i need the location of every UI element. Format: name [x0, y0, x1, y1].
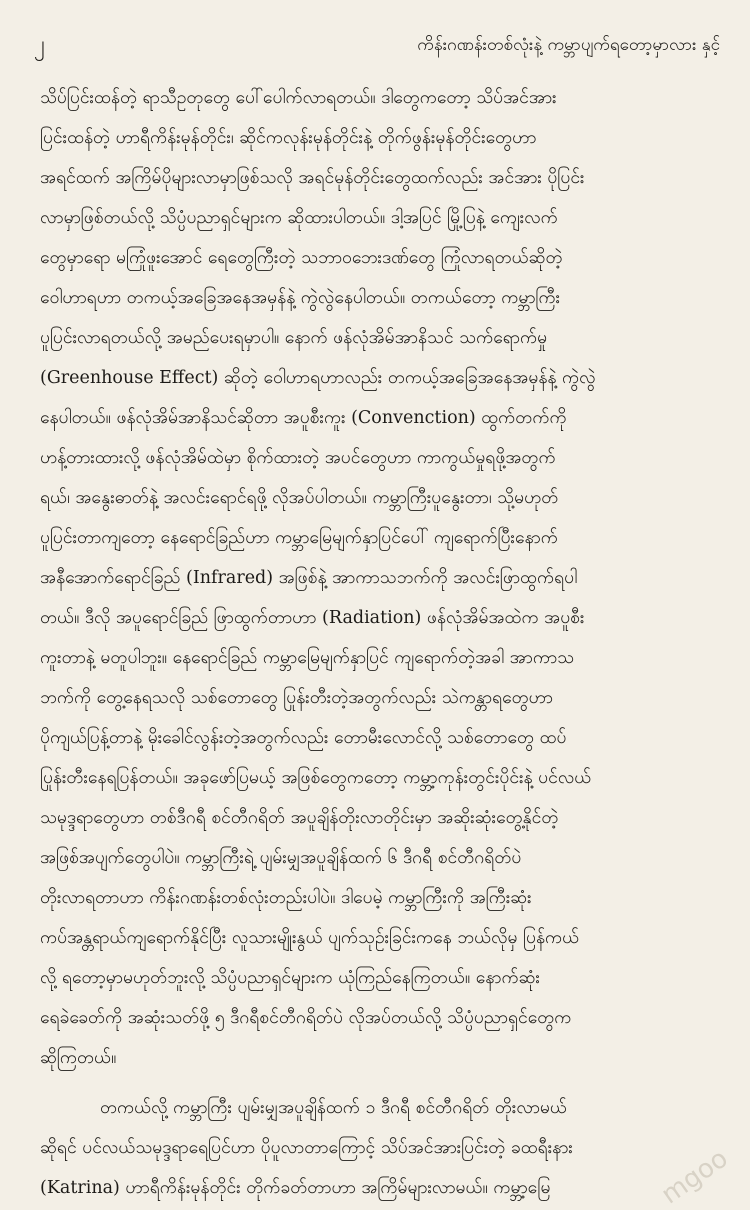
text-line: ပြုန်းတီးနေရပြန်တယ်။ အခုဖော်ပြမယ့် အဖြစ်တွေကတော့ ကမ္ဘာ့ကုန်းတွင်းပိုင်းနဲ့ ပင်လယ်	[40, 768, 592, 788]
text-line: ဟန့်တားထားလို့ ဖန်လုံအိမ်ထဲမှာ စိုက်ထားတဲ့ အပင်တွေဟာ ကာကွယ်မှုရဖို့အတွက်	[40, 448, 556, 468]
text-line: ကူးတာနဲ့ မတူပါဘူး။ နေရောင်ခြည် ကမ္ဘာမြေမျက်နှာပြင် ကျရောက်တဲ့အခါ အာကာသ	[40, 648, 575, 668]
text-line: နေပါတယ်။ ဖန်လုံအိမ်အာနိသင်ဆိုတာ အပူစီးကူး (Convenction) ထွက်တက်ကို	[40, 408, 567, 428]
page-header	[0, 0, 750, 70]
text-line: ကပ်အန္တရာယ်ကျရောက်နိုင်ပြီး လူသားမျိုးနွယ် ပျက်သုဉ်းခြင်းကနေ ဘယ်လိုမှ ပြန်ကယ်	[40, 928, 580, 948]
text-line: ဆိုကြတယ်။	[40, 1048, 117, 1068]
watermark: mgoo	[656, 1143, 734, 1210]
text-line: လို့ ရတော့မှာမဟုတ်ဘူးလို့ သိပ္ပံပညာရှင်များက ယုံကြည်နေကြတယ်။ နောက်ဆုံး	[40, 968, 540, 988]
running-title: ကိန်းဂဏန်းတစ်လုံးနဲ့ ကမ္ဘာပျက်ရတော့မှာလား နှင့်	[417, 35, 720, 55]
text-line: လာမှာဖြစ်တယ်လို့ သိပ္ပံပညာရှင်များက ဆိုထားပါတယ်။ ဒါ့အပြင် မြို့ပြနဲ့ ကျေးလက်	[40, 208, 558, 228]
text-line: ဆိုရင် ပင်လယ်သမုဒ္ဒရာရေပြင်ဟာ ပိုပူလာတာကြောင့် သိပ်အင်အားပြင်းတဲ့ ခထရီးနား	[40, 1138, 573, 1158]
text-line: တိုးလာရတာဟာ ကိန်းဂဏန်းတစ်လုံးတည်းပါပဲ။ ဒါပေမဲ့ ကမ္ဘာကြီးကို အကြီးဆုံး	[40, 888, 532, 908]
text-line: ပိုကျယ်ပြန့်တာနဲ့ မိုးခေါင်လွန်းတဲ့အတွက်လည်း တောမီးလောင်လို့ သစ်တောတွေ ထပ်	[40, 728, 567, 748]
text-line: ပူပြင်းလာရတယ်လို့ အမည်ပေးရမှာပါ။ နောက် ဖန်လုံအိမ်အာနိသင် သက်ရောက်မှု	[40, 328, 548, 348]
text-line: အရင်ထက် အကြိမ်ပိုများလာမှာဖြစ်သလို အရင်မုန်တိုင်းတွေထက်လည်း အင်အား ပိုပြင်း	[40, 168, 585, 188]
text-line: ရေခဲခေတ်ကို အဆုံးသတ်ဖို့ ၅ ဒီဂရီစင်တီဂရိတ်ပဲ လိုအပ်တယ်လို့ သိပ္ပံပညာရှင်တွေက	[40, 1008, 572, 1028]
text-line: ပူပြင်းတာကျတော့ နေရောင်ခြည်ဟာ ကမ္ဘာမြေမျက်နှာပြင်ပေါ် ကျရောက်ပြီးနောက်	[40, 528, 558, 548]
text-line: တွေမှာရော မကြုံဖူးအောင် ရေတွေကြီးတဲ့ သဘာဝဘေးဒဏ်တွေ ကြုံလာရတယ်ဆိုတဲ့	[40, 248, 563, 268]
text-line: အနီအောက်ရောင်ခြည် (Infrared) အဖြစ်နဲ့ အာကာသဘက်ကို အလင်းဖြာထွက်ရပါ	[40, 568, 578, 588]
text-line: (Katrina) ဟာရီကိန်းမုန်တိုင်း တိုက်ခတ်တာဟာ အကြိမ်များလာမယ်။ ကမ္ဘာ့မြေ	[40, 1178, 551, 1198]
text-line: သိပ်ပြင်းထန်တဲ့ ရာသီဥတုတွေ ပေါ်ပေါက်လာရတယ်။ ဒါတွေကတော့ သိပ်အင်အား	[40, 88, 557, 108]
paragraph	[40, 1088, 715, 1208]
page-number: ၂	[34, 32, 45, 57]
body-text	[40, 78, 715, 1208]
paragraph	[40, 78, 715, 1078]
text-line: အဖြစ်အပျက်တွေပါပဲ။ ကမ္ဘာကြီးရဲ့ ပျမ်းမျှအပူချိန်ထက် ၆ ဒီဂရီ စင်တီဂရိတ်ပဲ	[40, 848, 522, 868]
text-line: တကယ်လို့ ကမ္ဘာကြီး ပျမ်းမျှအပူချိန်ထက် ၁ ဒီဂရီ စင်တီဂရိတ် တိုးလာမယ်	[100, 1098, 567, 1118]
text-line: ဝေါဟာရဟာ တကယ့်အခြေအနေအမှန်နဲ့ ကွဲလွဲနေပါတယ်။ တကယ်တော့ ကမ္ဘာကြီး	[40, 288, 561, 308]
text-line: တယ်။ ဒီလို အပူရောင်ခြည် ဖြာထွက်တာဟာ (Radiation) ဖန်လုံအိမ်အထဲက အပူစီး	[40, 608, 585, 628]
text-line: ပြင်းထန်တဲ့ ဟာရီကိန်းမုန်တိုင်း၊ ဆိုင်ကလုန်းမုန်တိုင်းနဲ့ တိုက်ဖွန်းမုန်တိုင်းတွေဟာ	[40, 128, 537, 148]
text-line: ဘက်ကို တွေ့နေရသလို သစ်တောတွေ ပြုန်းတီးတဲ့အတွက်လည်း သဲကန္တာရတွေဟာ	[40, 688, 553, 708]
text-line: သမုဒ္ဒရာတွေဟာ တစ်ဒီဂရီ စင်တီဂရိတ် အပူချိန်တိုးလာတိုင်းမှာ အဆိုးဆုံးတွေ့နိုင်တဲ့	[40, 808, 559, 828]
text-line: (Greenhouse Effect) ဆိုတဲ့ ဝေါဟာရဟာလည်း တကယ့်အခြေအနေအမှန်နဲ့ ကွဲလွဲ	[40, 368, 596, 388]
text-line: ရယ်၊ အနွေးဓာတ်နဲ့ အလင်းရောင်ရဖို့ လိုအပ်ပါတယ်။ ကမ္ဘာကြီးပူနွေးတာ၊ သို့မဟုတ်	[40, 488, 559, 508]
